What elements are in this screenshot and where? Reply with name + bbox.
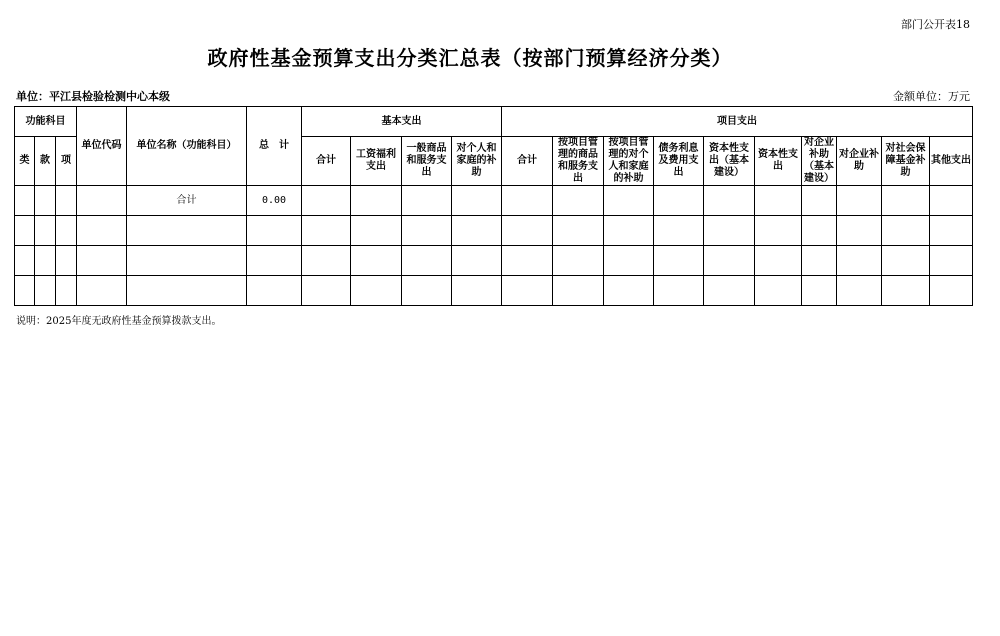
project-col-header: 按项目管理的对个人和家庭的补助 — [604, 137, 654, 186]
table-cell — [402, 276, 452, 306]
table-row — [15, 246, 973, 276]
budget-table — [14, 106, 973, 306]
basic-col-header: 合计 — [302, 137, 351, 186]
note-text: 说明：2025年度无政府性基金预算拨款支出。 — [16, 316, 222, 327]
table-cell — [35, 186, 56, 216]
table-cell — [35, 276, 56, 306]
table-cell — [837, 216, 882, 246]
table-cell — [56, 276, 77, 306]
lei-header: 类 — [15, 137, 35, 186]
table-cell — [77, 186, 127, 216]
table-cell — [882, 216, 930, 246]
total-header: 总 计 — [247, 107, 302, 186]
unit-label: 单位：平江县检验检测中心本级 — [16, 90, 170, 103]
table-cell — [402, 216, 452, 246]
table-cell — [553, 186, 604, 216]
table-cell — [882, 276, 930, 306]
table-cell — [654, 186, 704, 216]
table-cell — [930, 186, 973, 216]
table-cell — [56, 246, 77, 276]
table-cell — [654, 216, 704, 246]
unit-code-header: 单位代码 — [77, 107, 127, 186]
project-col-header: 对社会保障基金补助 — [882, 137, 930, 186]
table-cell — [452, 276, 502, 306]
table-cell — [802, 216, 837, 246]
table-cell — [837, 276, 882, 306]
row-total — [247, 276, 302, 306]
table-cell — [882, 246, 930, 276]
table-cell — [402, 186, 452, 216]
table-cell — [604, 216, 654, 246]
table-cell — [837, 186, 882, 216]
func-subject-header: 功能科目 — [15, 107, 77, 137]
table-cell — [755, 276, 802, 306]
table-cell — [802, 186, 837, 216]
table-cell — [35, 246, 56, 276]
table-cell — [704, 216, 755, 246]
row-unit-name: 合计 — [127, 186, 247, 216]
table-cell — [35, 216, 56, 246]
table-row — [15, 186, 973, 216]
row-unit-name — [127, 216, 247, 246]
basic-col-header: 工资福利支出 — [351, 137, 402, 186]
table-cell — [77, 216, 127, 246]
table-cell — [351, 276, 402, 306]
row-unit-name — [127, 246, 247, 276]
table-cell — [502, 186, 553, 216]
project-col-header: 资本性支出 — [755, 137, 802, 186]
table-cell — [351, 186, 402, 216]
table-cell — [604, 276, 654, 306]
project-expense-header: 项目支出 — [502, 107, 973, 137]
table-cell — [755, 186, 802, 216]
table-cell — [351, 246, 402, 276]
table-cell — [302, 186, 351, 216]
table-cell — [56, 216, 77, 246]
table-cell — [930, 276, 973, 306]
table-cell — [502, 246, 553, 276]
project-col-header: 按项目管理的商品和服务支出 — [553, 137, 604, 186]
table-cell — [452, 216, 502, 246]
table-cell — [15, 186, 35, 216]
table-cell — [704, 246, 755, 276]
page-title: 政府性基金预算支出分类汇总表（按部门预算经济分类） — [207, 46, 733, 70]
table-cell — [604, 186, 654, 216]
table-cell — [56, 186, 77, 216]
basic-col-header: 对个人和家庭的补助 — [452, 137, 502, 186]
table-cell — [704, 276, 755, 306]
project-col-header: 债务利息及费用支出 — [654, 137, 704, 186]
amount-unit-label: 金额单位：万元 — [893, 90, 970, 103]
table-cell — [930, 216, 973, 246]
project-col-header: 其他支出 — [930, 137, 973, 186]
row-total — [247, 246, 302, 276]
table-cell — [452, 186, 502, 216]
table-cell — [15, 246, 35, 276]
kuan-header: 款 — [35, 137, 56, 186]
table-cell — [15, 276, 35, 306]
row-total — [247, 216, 302, 246]
table-cell — [553, 276, 604, 306]
table-cell — [553, 216, 604, 246]
xiang-header: 项 — [56, 137, 77, 186]
table-cell — [302, 216, 351, 246]
table-cell — [77, 276, 127, 306]
table-cell — [654, 246, 704, 276]
table-cell — [882, 186, 930, 216]
basic-expense-header: 基本支出 — [302, 107, 502, 137]
table-cell — [755, 246, 802, 276]
table-cell — [502, 276, 553, 306]
table-cell — [77, 246, 127, 276]
table-cell — [402, 246, 452, 276]
table-body — [15, 186, 973, 306]
table-cell — [452, 246, 502, 276]
table-cell — [302, 246, 351, 276]
page-tag: 部门公开表18 — [901, 18, 970, 31]
table-cell — [654, 276, 704, 306]
table-cell — [502, 216, 553, 246]
project-col-header: 对企业补助 — [837, 137, 882, 186]
row-total: 0.00 — [247, 186, 302, 216]
table-cell — [802, 246, 837, 276]
table-row — [15, 216, 973, 246]
table-cell — [802, 276, 837, 306]
project-col-header: 合计 — [502, 137, 553, 186]
table-cell — [604, 246, 654, 276]
table-cell — [704, 186, 755, 216]
table-cell — [837, 246, 882, 276]
table-cell — [930, 246, 973, 276]
project-col-header: 对企业补助（基本建设） — [802, 137, 837, 186]
table-cell — [351, 216, 402, 246]
basic-col-header: 一般商品和服务支出 — [402, 137, 452, 186]
table-cell — [755, 216, 802, 246]
unit-name-header: 单位名称（功能科目） — [127, 107, 247, 186]
table-cell — [553, 246, 604, 276]
row-unit-name — [127, 276, 247, 306]
project-col-header: 资本性支出（基本建设） — [704, 137, 755, 186]
table-row — [15, 276, 973, 306]
table-cell — [302, 276, 351, 306]
table-cell — [15, 216, 35, 246]
